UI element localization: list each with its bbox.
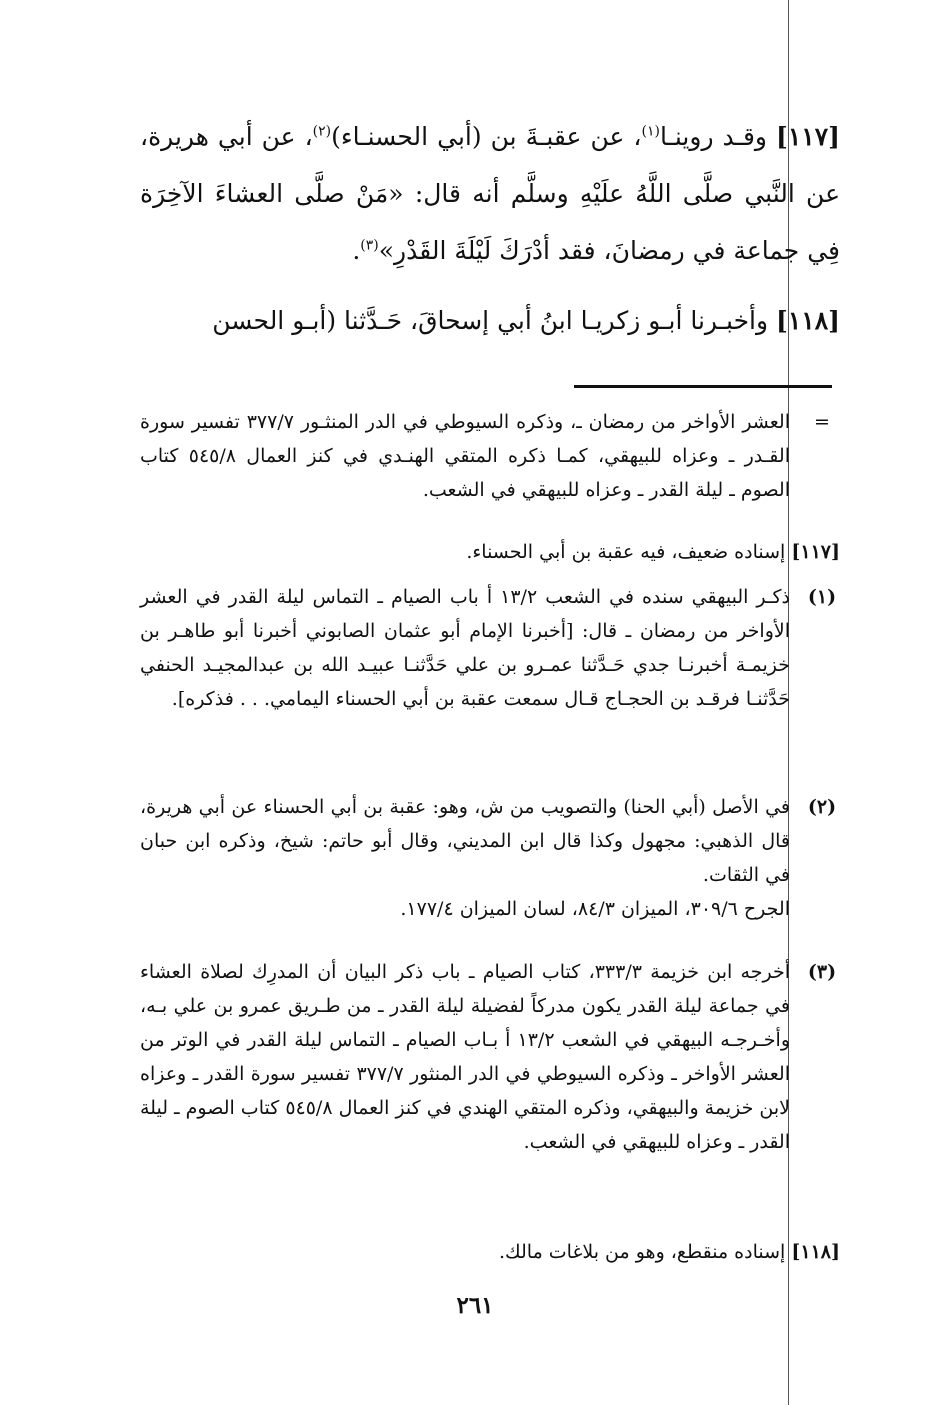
- footnote-2-body: [140, 790, 790, 926]
- footnote-3-marker: (٣): [807, 961, 837, 983]
- footnote-ref-2[interactable]: (٢): [312, 123, 332, 140]
- hadith-117-text-c: ، عن أبي هريرة، عن النَّبي صلَّى اللَّهُ علَيْهِ وسلَّم أنه قال: «مَنْ صلَّى العشاءَ الآخِرَة فِي جماعة في رمضانَ، فقد أدْرَكَ لَيْلَةَ القَدْرِ»: [140, 122, 840, 265]
- note-117-text: إسناده ضعيف، فيه عقبة بن أبي الحسناء.: [466, 541, 786, 563]
- footnote-3-text: أخرجه ابن خزيمة ٣٣٣/٣، كتاب الصيام ـ باب ذكر البيان أن المدرِك لصلاة العشاء في جماعة ليلة القدر يكون مدركاً لفضيلة ليلة القدر ـ من طـريق عمرو بن علي بـه، وأخـرجـه البيهقي في الشعب ١٣/٢ أ بـاب الصيام ـ التماس ليلة القدر في الوتر من العشر الأواخر ـ وذكره السيوطي في الدر المنثور ٣٧٧/٧ تفسير سورة القدر ـ وعزاه لابن خزيمة والبيهقي، وذكره المتقي الهندي في كنز العمال ٥٤٥/٨ كتاب الصوم ـ ليلة القدر ـ وعزاه للبيهقي في الشعب.: [140, 961, 790, 1153]
- hadith-117-text-d: .: [352, 236, 361, 265]
- note-118-line: [140, 1235, 840, 1269]
- note-117-number: [١١٧]: [791, 541, 840, 563]
- footnote-divider: [574, 385, 832, 388]
- note-117-line: [140, 535, 840, 569]
- hadith-117-text-b: ، عن عقبـةَ بن (أبي الحسنـاء): [331, 122, 642, 151]
- note-118-text: إسناده منقطع، وهو من بلاغات مالك.: [498, 1241, 786, 1263]
- footnote-ref-3[interactable]: (٣): [360, 237, 379, 254]
- hadith-118-number: [١١٨]: [776, 306, 840, 335]
- continuation-marker: =: [814, 411, 830, 433]
- note-118-number: [١١٨]: [791, 1241, 840, 1263]
- hadith-117-number: [١١٧]: [776, 122, 840, 151]
- footnote-2-marker: (٢): [807, 796, 837, 818]
- hadith-117-text-a: وقـد روينـا: [659, 122, 767, 151]
- footnote-1-marker: (١): [807, 586, 837, 608]
- hadith-118-text: وأخبـرنا أبـو زكريـا ابنُ أبي إسحاقَ، حَـدَّثنا (أبـو الحسن: [212, 306, 769, 335]
- footnote-1-text: ذكـر البيهقي سنده في الشعب ١٣/٢ أ باب الصيام ـ التماس ليلة القدر في العشر الأواخر من رمضان ـ قال: [أخبرنا الإمام أبو عثمان الصابوني أخبرنا أبو طاهـر بن خزيمـة أخبرنـا جدي حَـدَّثنا عمـرو بن علي حَدَّثنـا عبيـد الله بن عبدالمجيـد الحنفي حَدَّثنـا فرقـد بن الحجـاج قـال سمعت عقبة بن أبي الحسناء اليمامي. . . فذكره].: [140, 586, 790, 710]
- footnote-2-text: في الأصل (أبي الحنا) والتصويب من ش، وهو: عقبة بن أبي الحسناء عن أبي هريرة، قال الذهبي: مجهول وكذا قال ابن المديني، وقال أبو حاتم: شيخ، وذكره ابن حبان في الثقات.: [140, 796, 790, 886]
- footnote-continued-text: العشر الأواخر من رمضان ـ، وذكره السيوطي في الدر المنثـور ٣٧٧/٧ تفسير سورة القـدر ـ وعزاه للبيهقي، كمـا ذكره المتقي الهنـدي في كنز العمال ٥٤٥/٨ كتاب الصوم ـ ليلة القدر ـ وعزاه للبيهقي في الشعب.: [140, 411, 790, 501]
- footnote-2-refs: الجرح ٣٠٩/٦، الميزان ٨٤/٣، لسان الميزان ١٧٧/٤.: [400, 898, 790, 920]
- hadith-118-paragraph: [140, 292, 840, 349]
- hadith-117-paragraph: [140, 108, 840, 279]
- footnote-ref-1[interactable]: (١): [641, 123, 660, 140]
- page-number: ٢٦١: [456, 1292, 494, 1319]
